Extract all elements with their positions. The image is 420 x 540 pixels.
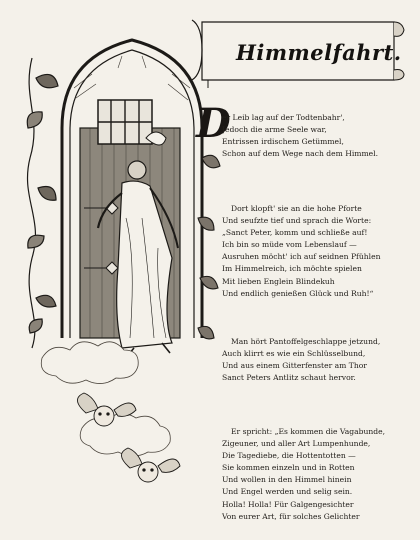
- stanza-2: [222, 203, 414, 300]
- poem-line: er Leib lag auf der Todtenbahr',: [222, 113, 345, 122]
- poem-line: Sie kommen einzeln und in Rotten: [222, 463, 355, 473]
- poem-line: Und wollen in den Himmel hinein: [222, 475, 352, 485]
- poem-line: Er spricht: „Es kommen die Vagabunde,: [231, 427, 386, 436]
- poem-line: Auch klirrt es wie ein Schlüsselbund,: [222, 349, 366, 359]
- poem-line: Ausruhen möcht' ich auf seidnen Pfühlen: [222, 252, 381, 262]
- poem-line: Die Tagediebe, die Hottentotten —: [222, 451, 356, 461]
- poem-line: Und aus einem Gitterfenster am Thor: [222, 361, 367, 371]
- stanza-3: [222, 336, 414, 384]
- poem-line: Dort klopft' sie an die hohe Pforte: [231, 204, 362, 213]
- poem-line: Von eurer Art, für solches Gelichter: [222, 511, 360, 521]
- poem-line: Und Engel werden und selig sein.: [222, 487, 353, 497]
- poem-line: Jedoch die arme Seele war,: [222, 125, 327, 135]
- poem-line: Mit lieben Englein Blindekuh: [222, 276, 335, 286]
- poem-title: Himmelfahrt.: [236, 40, 402, 65]
- stanza-1: [222, 112, 414, 160]
- poem-line: Und seufzte tief und sprach die Worte:: [222, 216, 372, 226]
- poem-line: Schon auf dem Wege nach dem Himmel.: [222, 149, 379, 159]
- poem-line: Im Himmelreich, ich möchte spielen: [222, 264, 362, 274]
- poem-line: Zigeuner, und aller Art Lumpenhunde,: [222, 439, 371, 449]
- poem-line: Und endlich genießen Glück und Ruh!“: [222, 288, 374, 298]
- gate-illustration: [22, 18, 222, 518]
- poem-line: „Sanct Peter, komm und schließe auf!: [222, 228, 368, 238]
- poem-line: Ich bin so müde vom Lebenslauf —: [222, 240, 357, 250]
- poem-line: Sanct Peters Antlitz schaut hervor.: [222, 373, 356, 383]
- poem-line: Entrissen irdischem Getümmel,: [222, 137, 344, 147]
- poem-line: Holla! Holla! Für Galgengesichter: [222, 499, 354, 509]
- drop-cap: D: [196, 100, 231, 147]
- stanza-4: [222, 426, 414, 523]
- poem-line: Man hört Pantoffelgeschlappe jetzund,: [231, 337, 381, 346]
